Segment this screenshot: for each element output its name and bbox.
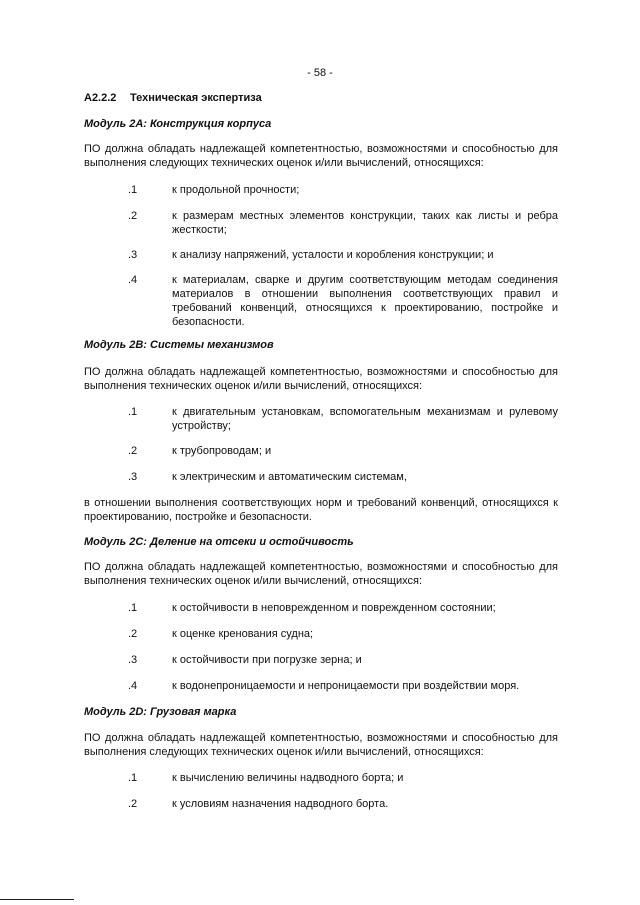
module-2a-intro: ПО должна обладать надлежащей компетентностью, возможностями и способностью для выполнения следующих технических оценок и/или вычислений, относящихся: (84, 143, 558, 169)
item-text: к продольной прочности; (172, 184, 300, 196)
item-text: к остойчивости в неповрежденном и поврежденном состоянии; (172, 602, 496, 614)
item-number: .3 (128, 249, 138, 261)
item-number: .1 (128, 602, 138, 614)
item-text: к трубопроводам; и (172, 445, 272, 457)
section-title: Техническая экспертиза (130, 92, 262, 104)
item-number: .2 (128, 798, 138, 810)
item-number: .2 (128, 628, 138, 640)
item-text: к оценке кренования судна; (172, 628, 314, 640)
item-number: .4 (128, 274, 138, 286)
section-heading (84, 91, 558, 105)
item-number: .1 (128, 406, 138, 418)
module-2d-title: Модуль 2D: Грузовая марка (84, 706, 237, 718)
item-number: .1 (128, 772, 138, 784)
module-2b-closing: в отношении выполнения соответствующих норм и требований конвенций, относящихся к проектированию, постройке и безопасности. (84, 497, 558, 523)
item-text: к условиям назначения надводного борта. (172, 798, 389, 810)
section-code: A2.2.2 (84, 92, 117, 104)
item-text: к остойчивости при погрузке зерна; и (172, 654, 362, 666)
module-2a-title: Модуль 2А: Конструкция корпуса (84, 118, 272, 130)
item-number: .2 (128, 210, 138, 222)
item-text: к вычислению величины надводного борта; и (172, 772, 404, 784)
module-2d-intro: ПО должна обладать надлежащей компетентностью, возможностями и способностью для выполнения следующих технических оценок и/или вычислений, относящихся: (84, 732, 558, 758)
item-text: к размерам местных элементов конструкции, таких как листы и ребра жесткости; (172, 210, 558, 236)
item-number: .3 (128, 654, 138, 666)
item-text: к анализу напряжений, усталости и коробления конструкции; и (172, 249, 494, 261)
item-number: .4 (128, 680, 138, 692)
footnote-separator (0, 899, 74, 900)
module-2b-intro: ПО должна обладать надлежащей компетентностью, возможностями и способностью для выполнения технических оценок и/или вычислений, относящихся: (84, 366, 558, 392)
item-number: .1 (128, 184, 138, 196)
page-number: - 58 - (307, 67, 333, 79)
item-text: к электрическим и автоматическим системам, (172, 471, 407, 483)
item-text: к материалам, сварке и другим соответствующим методам соединения материалов в отношении выполнения соответствующих правил и требований конвенций, относящихся к проектированию, постройке и безопасности. (172, 274, 558, 328)
item-number: .2 (128, 445, 138, 457)
item-number: .3 (128, 471, 138, 483)
module-2c-intro: ПО должна обладать надлежащей компетентностью, возможностями и способностью для выполнения технических оценок и/или вычислений, относящихся: (84, 561, 558, 587)
item-text: к водонепроницаемости и непроницаемости при воздействии моря. (172, 680, 520, 692)
module-2b-title: Модуль 2В: Системы механизмов (84, 339, 274, 351)
module-2c-title: Модуль 2С: Деление на отсеки и остойчивость (84, 536, 354, 548)
item-text: к двигательным установкам, вспомогательным механизмам и рулевому устройству; (172, 406, 558, 432)
